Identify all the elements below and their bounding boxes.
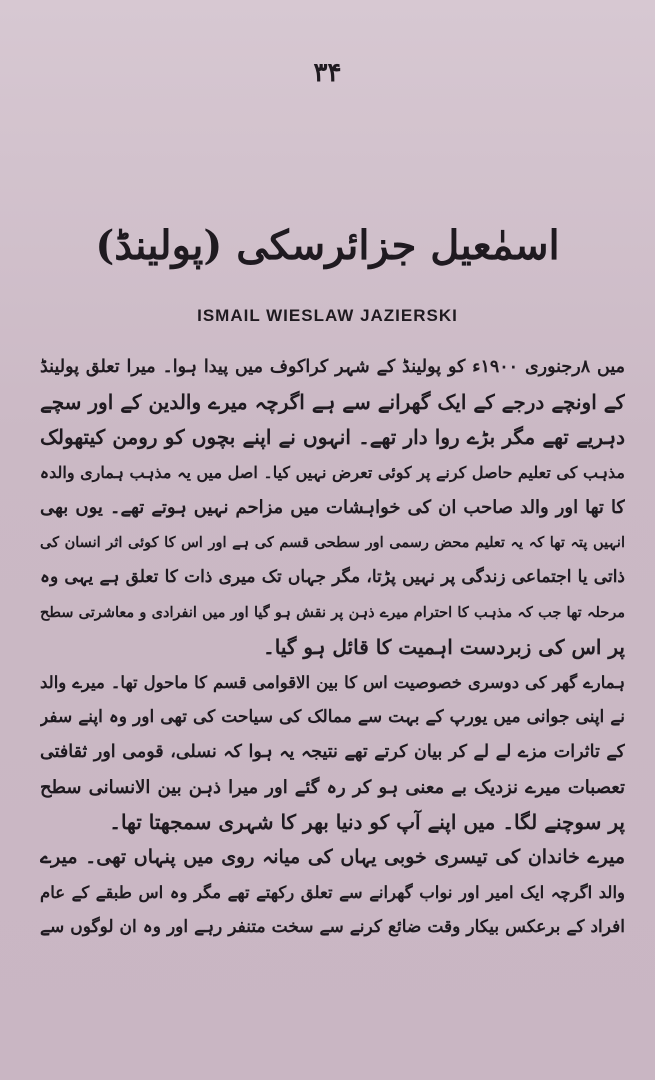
text-line: میرے خاندان کی تیسری خوبی یہاں کی میانہ روی میں پنہاں تھی۔ میرے [40,846,625,868]
chapter-title-urdu: اسمٰعیل جزائرسکی (پولینڈ) [95,222,560,269]
text-line: کے اونچے درجے کے ایک گھرانے سے ہے اگرچہ میرے والدین کے اور سچے [40,390,625,414]
text-line: پر اس کی زبردست اہمیت کا قائل ہو گیا۔ [263,635,625,659]
text-line: مذہب کی تعلیم حاصل کرنے پر کوئی تعرض نہیں کیا۔ اصل میں یہ مذہب ہماری والدہ [40,463,625,482]
text-line: دہریے تھے مگر بڑے روا دار تھے۔ انہوں نے اپنے بچوں کو رومن کیتھولک [40,425,625,449]
text-line: نے اپنی جوانی میں یورپ کے بہت سے ممالک کی سیاحت کی تھی اور وہ اپنے سفر [40,707,625,727]
text-line: تعصبات میرے نزدیک بے معنی ہو کر رہ گئے اور میرا ذہن بین الانسانی سطح [40,777,625,798]
text-line: پر سوچنے لگا۔ میں اپنے آپ کو دنیا بھر کا شہری سمجھتا تھا۔ [109,810,625,834]
text-line: انہیں پتہ تھا کہ یہ تعلیم محض رسمی اور سطحی قسم کی ہے اور اس کا کوئی اثر انسان کی [40,534,625,551]
text-line: کا تھا اور والد صاحب ان کی خواہشات میں مزاحم نہیں ہوتے تھے۔ یوں بھی [40,497,625,518]
body-text [40,350,625,945]
text-line: کے تاثرات مزے لے لے کر بیان کرتے تھے نتیجہ یہ ہوا کہ نسلی، قومی اور ثقافتی [40,742,625,762]
text-line: میں ۸رجنوری ۱۹۰۰ء کو پولینڈ کے شہر کراکوف میں پیدا ہوا۔ میرا تعلق پولینڈ [40,357,625,377]
text-line: ذاتی یا اجتماعی زندگی پر نہیں پڑتا، مگر جہاں تک میری ذات کا تعلق ہے یہی وہ [40,567,625,587]
chapter-title-latin: ISMAIL WIESLAW JAZIERSKI [197,306,458,325]
text-line: مرحلہ تھا جب کہ مذہب کا احترام میرے ذہن پر نقش ہو گیا اور میں انفرادی و معاشرتی سطح [40,604,625,621]
text-line: ہمارے گھر کی دوسری خصوصیت اس کا بین الاقوامی قسم کا ماحول تھا۔ میرے والد [40,673,625,692]
text-line: افراد کے برعکس بیکار وقت ضائع کرنے سے سخت متنفر رہے اور وہ ان لوگوں سے [40,917,625,937]
text-line: والد اگرچہ ایک امیر اور نواب گھرانے سے تعلق رکھتے تھے مگر وہ اس طبقے کے عام [40,883,625,902]
page-number: ۳۴ [313,58,342,88]
